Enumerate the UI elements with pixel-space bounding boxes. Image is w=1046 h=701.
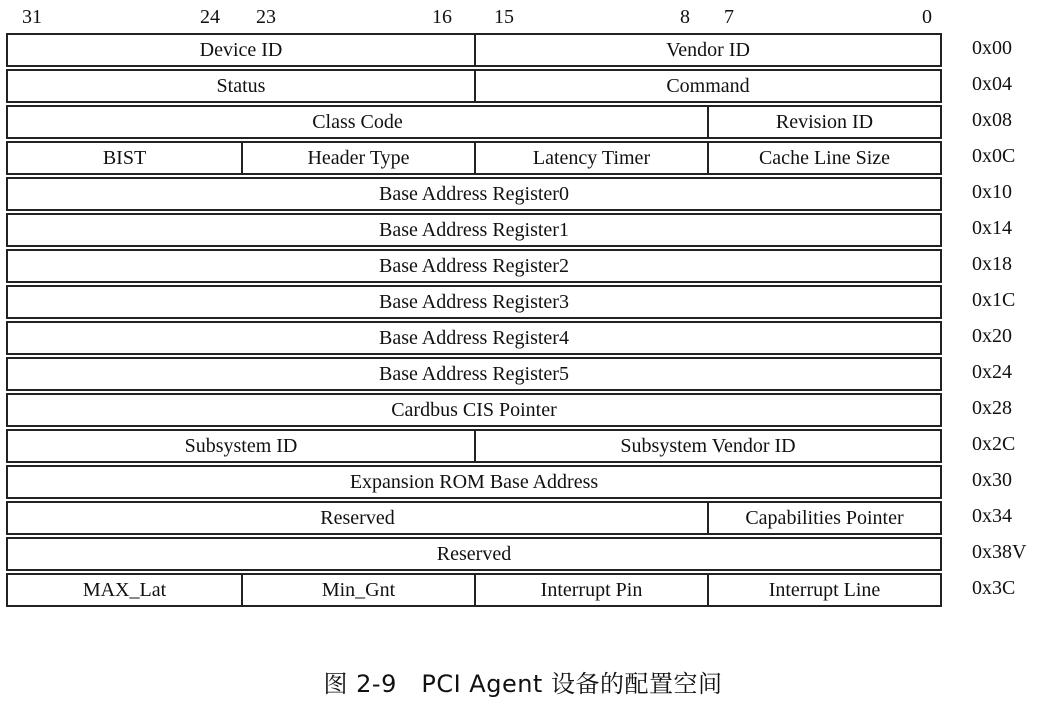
config-space-table: [6, 33, 942, 609]
bit-label-24: 24: [200, 6, 220, 28]
field-reserved-38: Reserved: [436, 542, 512, 565]
field-subsystem-id: Subsystem ID: [184, 434, 298, 457]
offset-label: 0x2C: [972, 433, 1016, 455]
register-row-1c: [6, 285, 942, 319]
figure-caption: 图 2-9 PCI Agent 设备的配置空间: [323, 670, 723, 698]
register-row-24: [6, 357, 942, 391]
register-row-00: [6, 33, 942, 67]
field-command: Command: [474, 71, 940, 101]
field-vendor-id: Vendor ID: [474, 35, 940, 65]
bit-label-15: 15: [494, 6, 514, 28]
offset-label: 0x3C: [972, 577, 1016, 599]
offset-label: 0x04: [972, 73, 1012, 95]
field-bar0: Base Address Register0: [379, 182, 569, 205]
offset-label: 0x24: [972, 361, 1012, 383]
bit-label-31: 31: [22, 6, 42, 28]
offset-label: 0x0C: [972, 145, 1016, 167]
bit-label-23: 23: [256, 6, 276, 28]
register-row-3c: [6, 573, 942, 607]
register-row-30: [6, 465, 942, 499]
register-row-20: [6, 321, 942, 355]
register-row-04: [6, 69, 942, 103]
field-status: Status: [216, 74, 266, 97]
register-row-0c: [6, 141, 942, 175]
register-row-38: [6, 537, 942, 571]
bit-position-header: [0, 4, 1046, 30]
offset-column: [972, 33, 1046, 609]
offset-label: 0x30: [972, 469, 1012, 491]
field-expansion-rom-base-address: Expansion ROM Base Address: [349, 470, 599, 493]
bit-label-0: 0: [922, 6, 932, 28]
field-cache-line-size: Cache Line Size: [707, 143, 940, 173]
field-interrupt-line: Interrupt Line: [707, 575, 940, 605]
offset-label: 0x08: [972, 109, 1012, 131]
field-reserved-34: Reserved: [320, 506, 395, 529]
field-latency-timer: Latency Timer: [474, 143, 707, 173]
offset-label: 0x20: [972, 325, 1012, 347]
field-interrupt-pin: Interrupt Pin: [474, 575, 707, 605]
offset-label: 0x1C: [972, 289, 1016, 311]
field-device-id: Device ID: [199, 38, 283, 61]
field-subsystem-vendor-id: Subsystem Vendor ID: [474, 431, 940, 461]
field-min-gnt: Min_Gnt: [241, 575, 474, 605]
field-bar4: Base Address Register4: [379, 326, 569, 349]
register-row-2c: [6, 429, 942, 463]
offset-label: 0x28: [972, 397, 1012, 419]
field-bar1: Base Address Register1: [379, 218, 569, 241]
register-row-14: [6, 213, 942, 247]
field-header-type: Header Type: [241, 143, 474, 173]
register-row-28: [6, 393, 942, 427]
register-row-08: [6, 105, 942, 139]
field-revision-id: Revision ID: [707, 107, 940, 137]
register-row-18: [6, 249, 942, 283]
offset-label: 0x10: [972, 181, 1012, 203]
field-cardbus-cis-pointer: Cardbus CIS Pointer: [391, 398, 557, 421]
bit-label-7: 7: [724, 6, 734, 28]
offset-label: 0x34: [972, 505, 1012, 527]
bit-label-8: 8: [680, 6, 690, 28]
field-class-code: Class Code: [312, 110, 403, 133]
bit-label-16: 16: [432, 6, 452, 28]
offset-label: 0x00: [972, 37, 1012, 59]
register-row-10: [6, 177, 942, 211]
field-bist: BIST: [102, 146, 147, 169]
field-capabilities-pointer: Capabilities Pointer: [707, 503, 940, 533]
field-max-lat: MAX_Lat: [82, 578, 167, 601]
offset-label: 0x18: [972, 253, 1012, 275]
field-bar2: Base Address Register2: [379, 254, 569, 277]
offset-label: 0x38V: [972, 541, 1027, 563]
offset-label: 0x14: [972, 217, 1012, 239]
field-bar5: Base Address Register5: [379, 362, 569, 385]
register-row-34: [6, 501, 942, 535]
field-bar3: Base Address Register3: [379, 290, 569, 313]
